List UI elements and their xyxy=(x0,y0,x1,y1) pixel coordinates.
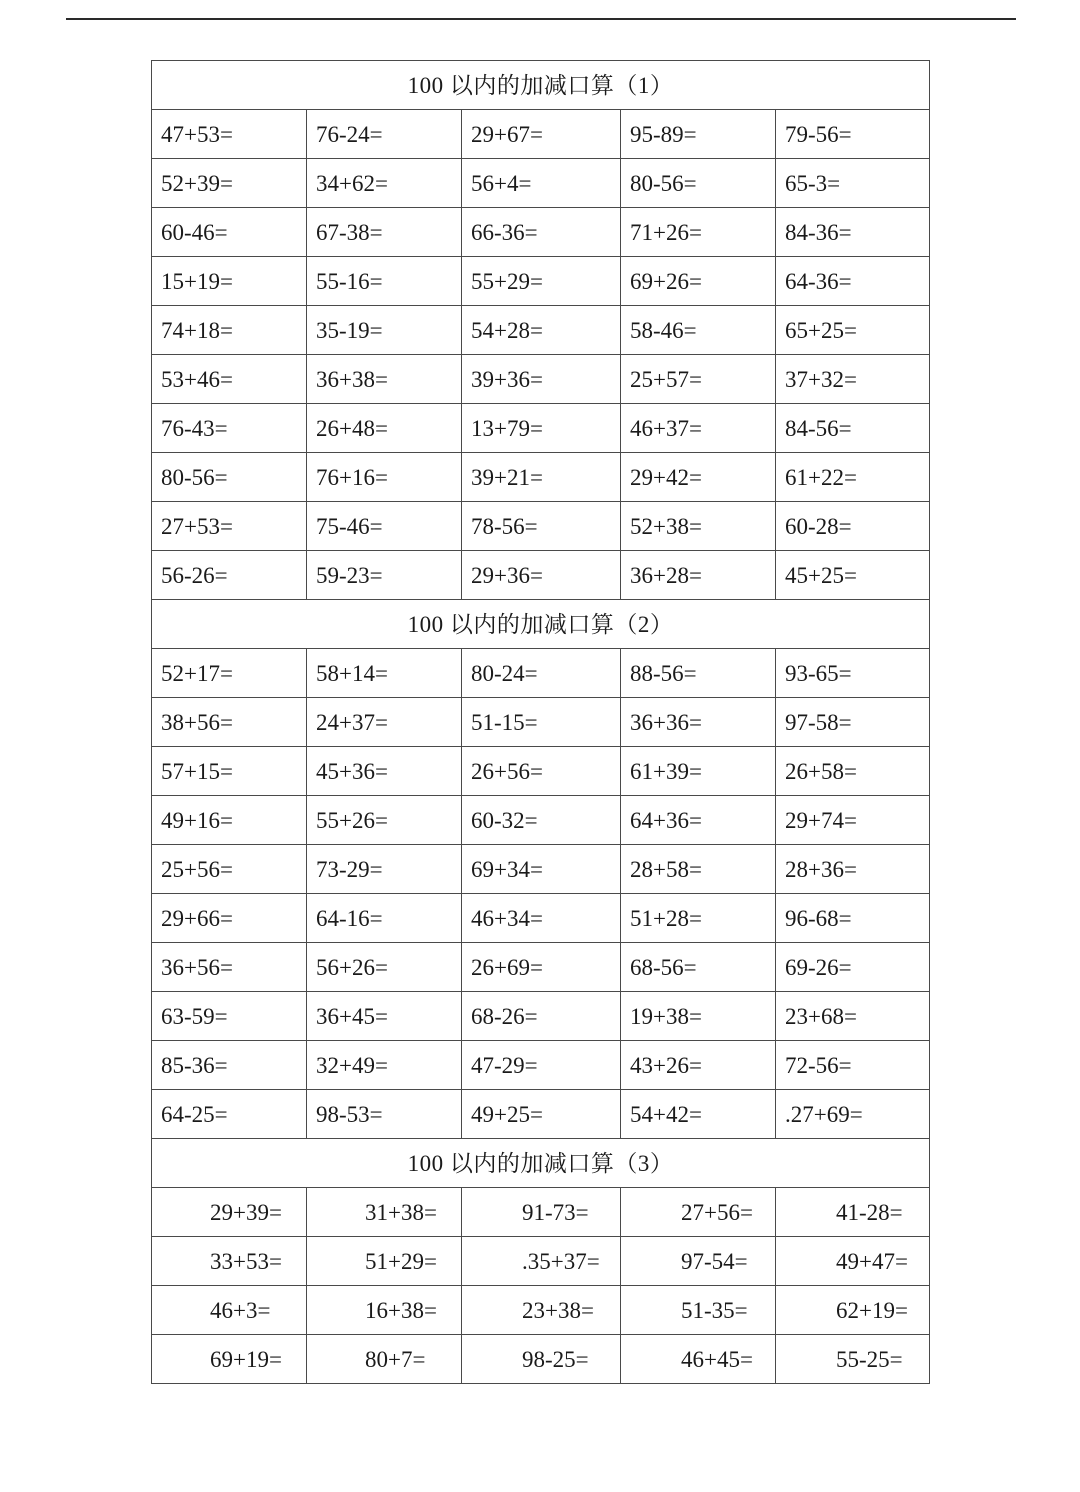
problem-row xyxy=(152,649,930,698)
problem-cell: 64-25= xyxy=(152,1090,307,1139)
problem-cell: 84-56= xyxy=(776,404,930,453)
problem-cell: 93-65= xyxy=(776,649,930,698)
problem-cell: 34+62= xyxy=(307,159,462,208)
problem-cell: 29+39= xyxy=(152,1188,307,1237)
problem-cell: 36+56= xyxy=(152,943,307,992)
problem-cell: 76-24= xyxy=(307,110,462,159)
problem-cell: 56+26= xyxy=(307,943,462,992)
problem-cell: 76+16= xyxy=(307,453,462,502)
problem-cell: .35+37= xyxy=(462,1237,621,1286)
problem-cell: 52+17= xyxy=(152,649,307,698)
problem-row xyxy=(152,698,930,747)
problem-cell: 56+4= xyxy=(462,159,621,208)
problem-cell: 56-26= xyxy=(152,551,307,600)
problem-row xyxy=(152,845,930,894)
section-title-row xyxy=(152,600,930,649)
problem-row xyxy=(152,1090,930,1139)
problem-cell: 24+37= xyxy=(307,698,462,747)
problem-cell: 15+19= xyxy=(152,257,307,306)
problem-cell: 23+38= xyxy=(462,1286,621,1335)
problem-cell: 43+26= xyxy=(621,1041,776,1090)
problem-row xyxy=(152,551,930,600)
problem-cell: 35-19= xyxy=(307,306,462,355)
problem-row xyxy=(152,208,930,257)
problem-cell: 41-28= xyxy=(776,1188,930,1237)
problem-cell: 61+22= xyxy=(776,453,930,502)
problem-cell: 37+32= xyxy=(776,355,930,404)
problem-cell: 68-56= xyxy=(621,943,776,992)
problem-cell: 47+53= xyxy=(152,110,307,159)
problem-cell: 32+49= xyxy=(307,1041,462,1090)
problem-cell: 79-56= xyxy=(776,110,930,159)
problem-cell: 49+47= xyxy=(776,1237,930,1286)
problem-cell: 84-36= xyxy=(776,208,930,257)
problem-cell: 60-32= xyxy=(462,796,621,845)
problem-cell: 55+29= xyxy=(462,257,621,306)
problem-cell: 75-46= xyxy=(307,502,462,551)
problem-row xyxy=(152,1188,930,1237)
problem-cell: 26+56= xyxy=(462,747,621,796)
problem-cell: 65-3= xyxy=(776,159,930,208)
problem-cell: 97-54= xyxy=(621,1237,776,1286)
problem-cell: 27+53= xyxy=(152,502,307,551)
problem-cell: 66-36= xyxy=(462,208,621,257)
problem-cell: 97-58= xyxy=(776,698,930,747)
problem-cell: 49+25= xyxy=(462,1090,621,1139)
problem-cell: .27+69= xyxy=(776,1090,930,1139)
problem-cell: 26+58= xyxy=(776,747,930,796)
problem-cell: 19+38= xyxy=(621,992,776,1041)
worksheet-table xyxy=(151,60,930,1384)
section-title: 100 以内的加减口算（2） xyxy=(152,600,930,649)
problem-cell: 69-26= xyxy=(776,943,930,992)
problem-cell: 46+3= xyxy=(152,1286,307,1335)
problem-cell: 26+69= xyxy=(462,943,621,992)
problem-cell: 36+28= xyxy=(621,551,776,600)
problem-cell: 45+25= xyxy=(776,551,930,600)
problem-cell: 64+36= xyxy=(621,796,776,845)
problem-row xyxy=(152,992,930,1041)
problem-cell: 46+37= xyxy=(621,404,776,453)
problem-cell: 72-56= xyxy=(776,1041,930,1090)
problem-cell: 26+48= xyxy=(307,404,462,453)
problem-row xyxy=(152,1286,930,1335)
problem-row xyxy=(152,1335,930,1384)
problem-row xyxy=(152,1041,930,1090)
problem-cell: 51+28= xyxy=(621,894,776,943)
problem-cell: 85-36= xyxy=(152,1041,307,1090)
problem-row xyxy=(152,159,930,208)
problem-row xyxy=(152,110,930,159)
problem-cell: 54+28= xyxy=(462,306,621,355)
problem-row xyxy=(152,306,930,355)
problem-cell: 54+42= xyxy=(621,1090,776,1139)
problem-cell: 27+56= xyxy=(621,1188,776,1237)
problem-row xyxy=(152,404,930,453)
section-title-row xyxy=(152,61,930,110)
problem-cell: 28+36= xyxy=(776,845,930,894)
problem-cell: 60-46= xyxy=(152,208,307,257)
problem-cell: 52+39= xyxy=(152,159,307,208)
problem-cell: 58+14= xyxy=(307,649,462,698)
problem-row xyxy=(152,257,930,306)
problem-cell: 25+57= xyxy=(621,355,776,404)
problem-cell: 51+29= xyxy=(307,1237,462,1286)
problem-cell: 36+36= xyxy=(621,698,776,747)
problem-cell: 53+46= xyxy=(152,355,307,404)
section-title: 100 以内的加减口算（1） xyxy=(152,61,930,110)
problem-cell: 57+15= xyxy=(152,747,307,796)
problem-row xyxy=(152,1237,930,1286)
problem-cell: 95-89= xyxy=(621,110,776,159)
problem-cell: 36+45= xyxy=(307,992,462,1041)
problem-cell: 80-56= xyxy=(152,453,307,502)
problem-row xyxy=(152,796,930,845)
problem-cell: 74+18= xyxy=(152,306,307,355)
problem-cell: 96-68= xyxy=(776,894,930,943)
problem-cell: 67-38= xyxy=(307,208,462,257)
problem-cell: 55-25= xyxy=(776,1335,930,1384)
problem-cell: 29+36= xyxy=(462,551,621,600)
problem-cell: 88-56= xyxy=(621,649,776,698)
problem-cell: 69+34= xyxy=(462,845,621,894)
problem-cell: 69+26= xyxy=(621,257,776,306)
problem-row xyxy=(152,453,930,502)
problem-cell: 69+19= xyxy=(152,1335,307,1384)
problem-cell: 29+42= xyxy=(621,453,776,502)
problem-cell: 80+7= xyxy=(307,1335,462,1384)
problem-cell: 64-36= xyxy=(776,257,930,306)
problem-cell: 38+56= xyxy=(152,698,307,747)
problem-cell: 29+66= xyxy=(152,894,307,943)
problem-cell: 45+36= xyxy=(307,747,462,796)
problem-cell: 51-35= xyxy=(621,1286,776,1335)
problem-cell: 76-43= xyxy=(152,404,307,453)
problem-cell: 55-16= xyxy=(307,257,462,306)
problem-cell: 80-24= xyxy=(462,649,621,698)
problem-cell: 62+19= xyxy=(776,1286,930,1335)
worksheet-body xyxy=(152,61,930,1384)
problem-cell: 46+45= xyxy=(621,1335,776,1384)
section-title: 100 以内的加减口算（3） xyxy=(152,1139,930,1188)
problem-cell: 80-56= xyxy=(621,159,776,208)
problem-cell: 49+16= xyxy=(152,796,307,845)
problem-cell: 61+39= xyxy=(621,747,776,796)
problem-cell: 58-46= xyxy=(621,306,776,355)
problem-cell: 91-73= xyxy=(462,1188,621,1237)
problem-cell: 16+38= xyxy=(307,1286,462,1335)
problem-cell: 25+56= xyxy=(152,845,307,894)
problem-cell: 98-53= xyxy=(307,1090,462,1139)
problem-cell: 55+26= xyxy=(307,796,462,845)
problem-row xyxy=(152,943,930,992)
problem-cell: 39+21= xyxy=(462,453,621,502)
problem-cell: 64-16= xyxy=(307,894,462,943)
header-rule xyxy=(66,18,1016,20)
section-title-row xyxy=(152,1139,930,1188)
problem-cell: 78-56= xyxy=(462,502,621,551)
problem-row xyxy=(152,502,930,551)
problem-row xyxy=(152,894,930,943)
problem-cell: 51-15= xyxy=(462,698,621,747)
problem-cell: 28+58= xyxy=(621,845,776,894)
problem-cell: 46+34= xyxy=(462,894,621,943)
problem-cell: 13+79= xyxy=(462,404,621,453)
problem-cell: 73-29= xyxy=(307,845,462,894)
problem-cell: 29+67= xyxy=(462,110,621,159)
problem-cell: 59-23= xyxy=(307,551,462,600)
problem-cell: 98-25= xyxy=(462,1335,621,1384)
problem-row xyxy=(152,747,930,796)
problem-cell: 29+74= xyxy=(776,796,930,845)
problem-cell: 68-26= xyxy=(462,992,621,1041)
problem-cell: 36+38= xyxy=(307,355,462,404)
problem-cell: 47-29= xyxy=(462,1041,621,1090)
problem-cell: 71+26= xyxy=(621,208,776,257)
problem-cell: 31+38= xyxy=(307,1188,462,1237)
problem-row xyxy=(152,355,930,404)
problem-cell: 33+53= xyxy=(152,1237,307,1286)
problem-cell: 23+68= xyxy=(776,992,930,1041)
problem-cell: 60-28= xyxy=(776,502,930,551)
problem-cell: 52+38= xyxy=(621,502,776,551)
problem-cell: 63-59= xyxy=(152,992,307,1041)
problem-cell: 39+36= xyxy=(462,355,621,404)
problem-cell: 65+25= xyxy=(776,306,930,355)
